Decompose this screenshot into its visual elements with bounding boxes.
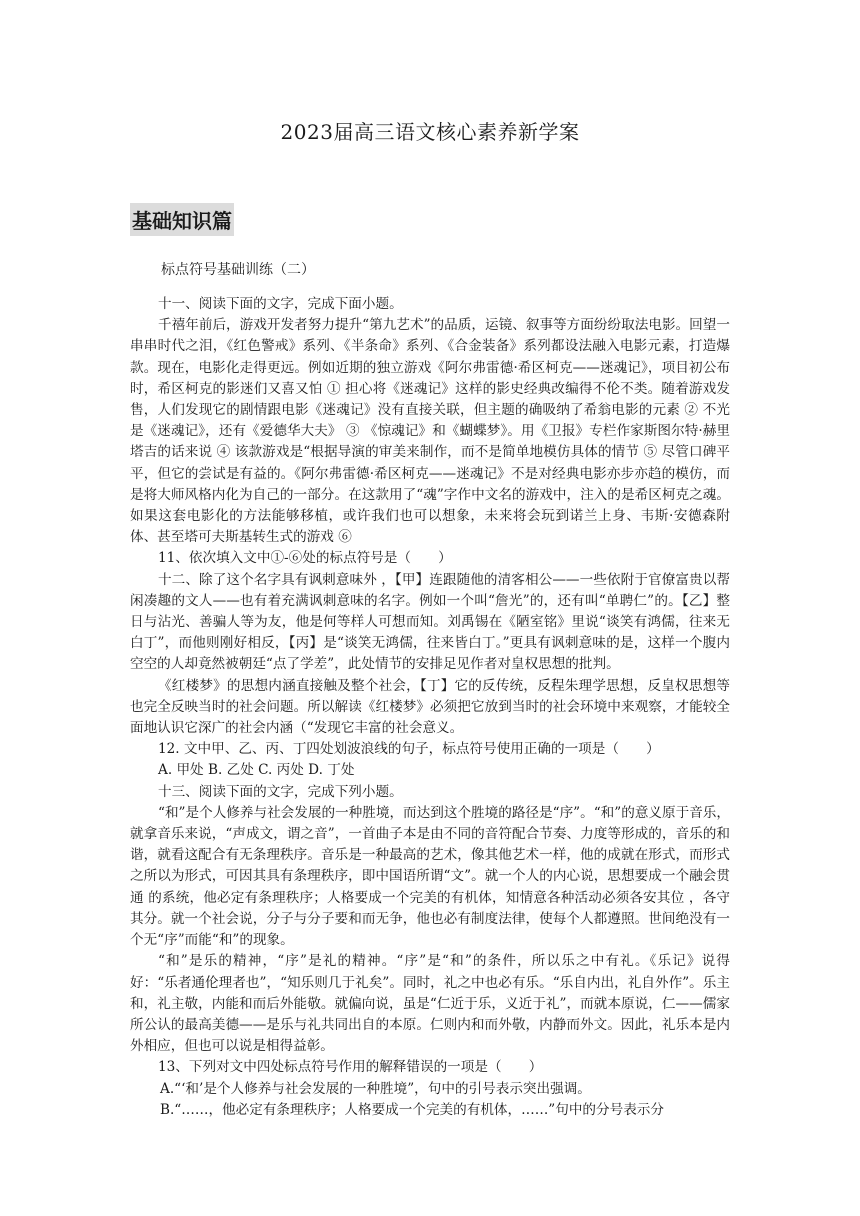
exercise-subtitle: 标点符号基础训练（二） xyxy=(161,262,315,278)
section-heading: 基础知识篇 xyxy=(130,203,234,236)
question-13-heading: 十三、阅读下面的文字，完成下列小题。 xyxy=(158,783,403,800)
question-12-passage-1: 十二、除了这个名字具有讽刺意味外 ，【甲】连跟随他的清客相公——一些依附于官僚富贵以帮闲凑趣的文人——也有着充满讽刺意味的名字。例如一个叫“詹光”的，还有叫“单聘仁”的。【乙】整日与沾光、善骗人等为友，他是何等样人可想而知。刘禹锡在《陋室铭》里说“谈笑有鸿儒，往来无白丁”，而他则刚好相反，【丙】是“谈笑无鸿儒，往来皆白丁。”更具有讽刺意味的是，这样一个腹内空空的人却竟然被朝廷“点了学差”，此处情节的安排足见作者对皇权思想的批判。 xyxy=(130,571,730,673)
document-title: 2023届高三语文核心素养新学案 xyxy=(280,120,580,144)
question-11-prompt: 11、依次填入文中①-⑥处的标点符号是（ ） xyxy=(158,550,452,567)
document-body xyxy=(130,294,730,1121)
question-13-option-b: B.“……，他必定有条理秩序；人格要成一个完美的有机体，……”句中的分号表示分 xyxy=(160,1101,664,1118)
question-11-passage: 千禧年前后，游戏开发者努力提升“第九艺术”的品质，运镜、叙事等方面纷纷取法电影。回望一串串时代之泪，《红色警戒》系列、《半条命》系列、《合金装备》系列都设法融入电影元素，打造爆款。现在，电影化走得更远。例如近期的独立游戏《阿尔弗雷德·希区柯克——迷魂记》，项目初公布时，希区柯克的影迷们又喜又怕 ① 担心将《迷魂记》这样的影史经典改编得不伦不类。随着游戏发售，人们发现它的剧情跟电影《迷魂记》没有直接关联，但主题的确吸纳了希翁电影的元素 ② 不光是《迷魂记》，还有《爱德华大夫》 ③ 《惊魂记》和《蝴蝶梦》。用《卫报》专栏作家斯图尔特·赫里塔吉的话来说 ④ 该款游戏是“根据导演的审美来制作，而不是简单地模仿具体的情节 ⑤ 尽管口碑平平，但它的尝试是有益的。《阿尔弗雷德·希区柯克——迷魂记》不是对经典电影亦步亦趋的模仿，而是将大师风格内化为自己的一部分。在这款用了“魂”字作中文名的游戏中，注入的是希区柯克之魂。如果这套电影化的方法能够移植，或许我们也可以想象，未来将会玩到诺兰上身、韦斯·安德森附体、甚至塔可夫斯基转生式的游戏 ⑥ xyxy=(130,317,730,546)
question-12-prompt: 12. 文中甲、乙、丙、丁四处划波浪线的句子，标点符号使用正确的一项是（ ） xyxy=(158,741,660,758)
question-12-passage-2: 《红楼梦》的思想内涵直接触及整个社会，【丁】它的反传统，反程朱理学思想，反皇权思想等也完全反映当时的社会问题。所以解读《红楼梦》必须把它放到当时的社会环境中来观察，才能较全面地认识它深广的社会内涵（“发现它丰富的社会意义。 xyxy=(130,677,730,737)
question-13-passage-1: “和”是个人修养与社会发展的一种胜境，而达到这个胜境的路径是“序”。“和”的意义原于音乐，就拿音乐来说，“声成文，谓之音”，一首曲子本是由不同的音符配合节奏、力度等形成的，音乐的和谐，就看这配合有无条理秩序。音乐是一种最高的艺术，像其他艺术一样，他的成就在形式，而形式之所以为形式，可因其具有条理秩序，即中国语所谓“文”。就一个人的内心说，思想要成一个融会贯通 的系统，他必定有条理秩序；人格要成一个完美的有机体，知情意各种活动必须各安其位 ，各守其分。就一个社会说，分子与分子要和而无争，他也必有制度法律，使每个人都遵照。世间绝没有一个无“序”而能“和”的现象。 xyxy=(130,804,730,949)
question-12-options: A. 甲处 B. 乙处 C. 丙处 D. 丁处 xyxy=(158,762,355,779)
question-11-heading: 十一、阅读下面的文字，完成下面小题。 xyxy=(158,296,403,312)
question-13-option-a: A.“‘和’是个人修养与社会发展的一种胜境”，句中的引号表示突出强调。 xyxy=(160,1080,591,1097)
question-13-prompt: 13、下列对文中四处标点符号作用的解释错误的一项是（ ） xyxy=(158,1059,543,1076)
question-13-passage-2: “和”是乐的精神，“序”是礼的精神。“序”是“和”的条件，所以乐之中有礼。《乐记》说得好：“乐者通伦理者也”，“知乐则几于礼矣”。同时，礼之中也必有乐。“乐自内出，礼自外作”。乐主和，礼主敬，内能和而后外能敬。就偏向说，虽是“仁近于乐，义近于礼”，而就本原说，仁——儒家所公认的最高美德——是乐与礼共同出自的本原。仁则内和而外敬，内静而外文。因此，礼乐本是内外相应，但也可以说是相得益彰。 xyxy=(130,953,730,1055)
